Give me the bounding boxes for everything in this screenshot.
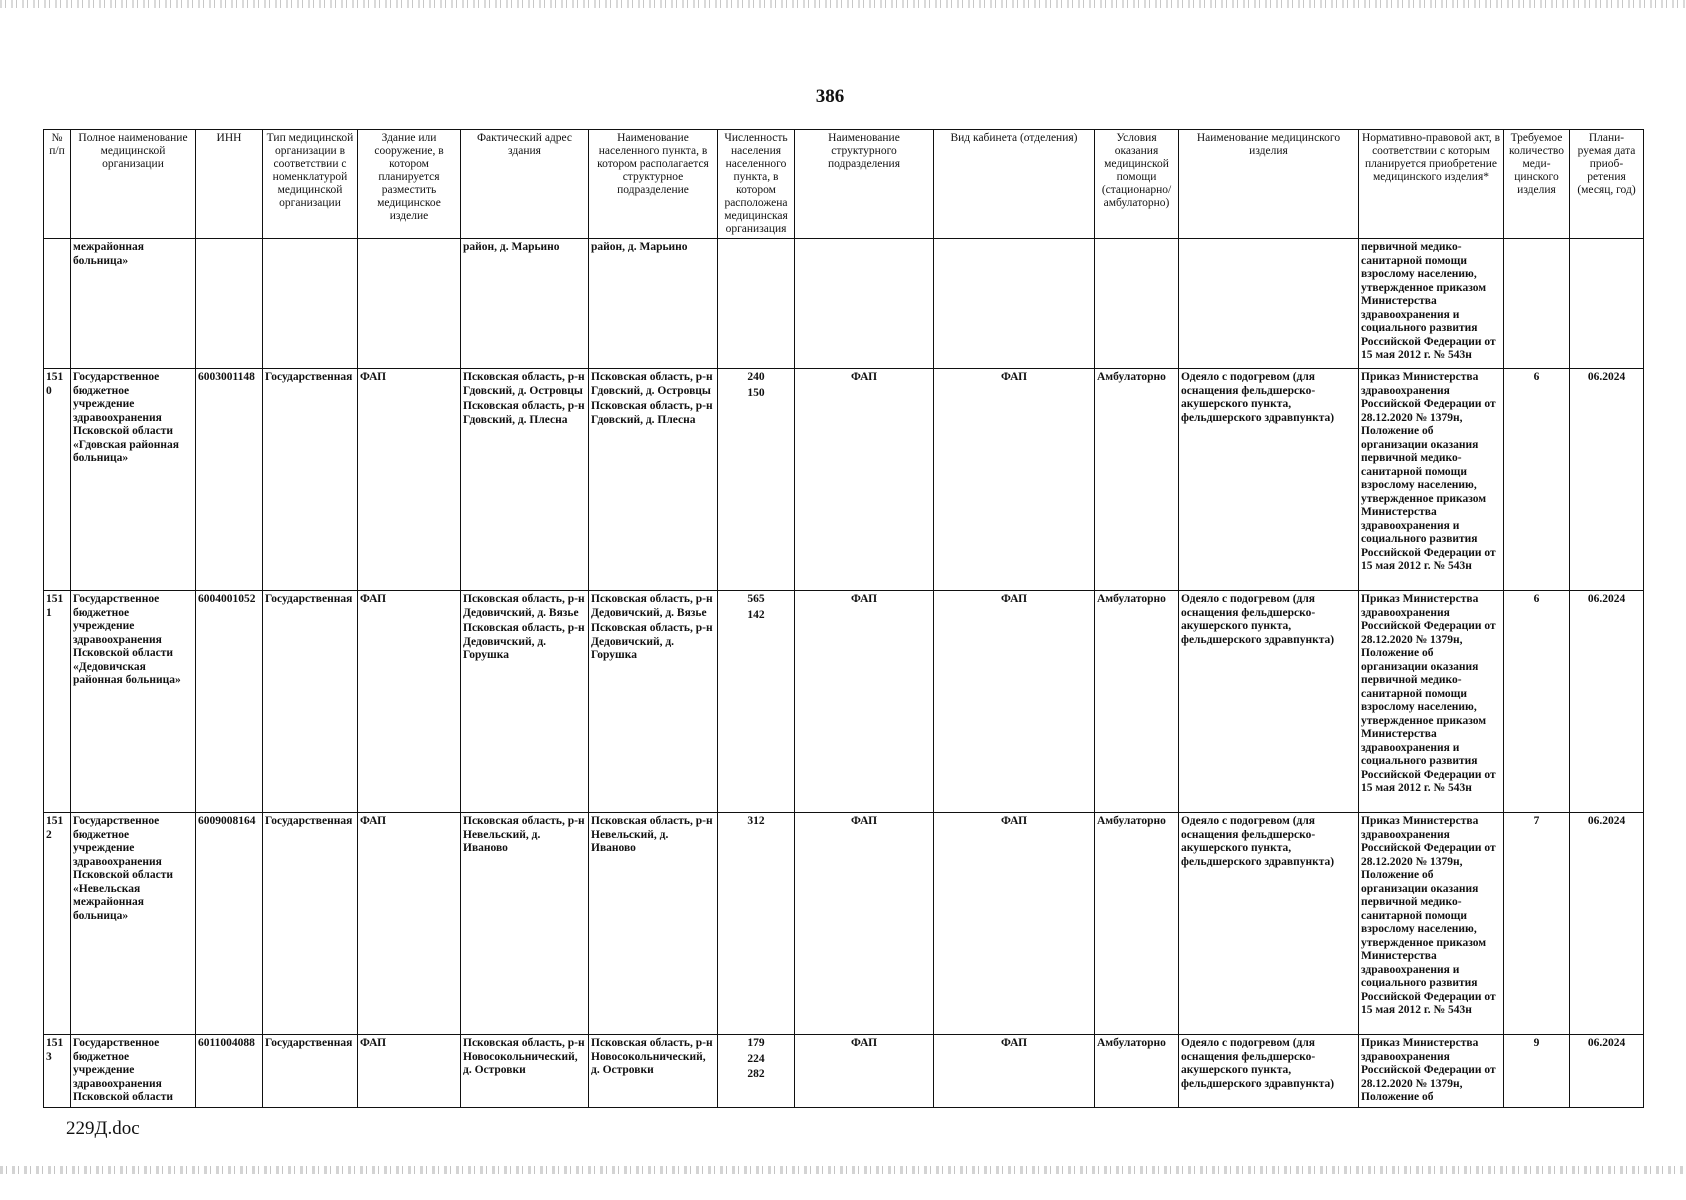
cell-act: первичной медико-санитарной помощи взрослому населению, утвержденное приказом Министерства здравоохранения и социального развития Российской Федерации от 15 мая 2012 г. № 543н xyxy=(1359,239,1504,369)
cell-population xyxy=(718,1035,795,1108)
col-header-org-type: Тип медицинской организации в соответствии с номенклатурой медицинской организации xyxy=(263,130,358,239)
cell-qty: 7 xyxy=(1504,813,1570,1035)
table-row xyxy=(44,1035,1644,1108)
cell-settlement-part: Псковская область, р-н Дедовичский, д. Горушка xyxy=(591,622,713,661)
cell-org-type: Государственная xyxy=(263,1035,358,1108)
cell-building xyxy=(358,239,461,369)
cell-settlement xyxy=(589,369,718,591)
cell-org-name: Государственное бюджетное учреждение здравоохранения Псковской области «Дедовичская районная больница» xyxy=(71,591,196,813)
cell-settlement-part: Псковская область, р-н Гдовский, д. Островцы xyxy=(591,371,713,397)
cell-settlement: район, д. Марьино xyxy=(589,239,718,369)
cell-building: ФАП xyxy=(358,591,461,813)
cell-settlement xyxy=(589,813,718,1035)
cell-population xyxy=(718,239,795,369)
cell-population-part: 142 xyxy=(747,608,765,621)
page-number: 386 xyxy=(815,86,845,107)
col-header-num: № п/п xyxy=(44,130,71,239)
cell-org-type: Государственная xyxy=(263,591,358,813)
cell-settlement-part: Псковская область, р-н Дедовичский, д. Вязье xyxy=(591,593,713,619)
cell-building: ФАП xyxy=(358,1035,461,1108)
cell-settlement xyxy=(589,1035,718,1108)
cell-act: Приказ Министерства здравоохранения Российской Федерации от 28.12.2020 № 1379н, Положение об организации оказания первичной медико-санитарной помощи взрослому населению, утвержденное приказом Министерства здравоохранения и социального развития Российской Федерации от 15 мая 2012 г. № 543н xyxy=(1359,813,1504,1035)
col-header-qty: Требуемое количество меди-цинского изделия xyxy=(1504,130,1570,239)
cell-org-type: Государственная xyxy=(263,813,358,1035)
cell-address: район, д. Марьино xyxy=(461,239,589,369)
cell-settlement-part: Псковская область, р-н Невельский, д. Иваново xyxy=(591,815,713,854)
cell-address-part: Псковская область, р-н Дедовичский, д. Горушка xyxy=(463,622,585,661)
cell-settlement-part: Псковская область, р-н Новосокольнический, д. Островки xyxy=(591,1037,713,1076)
cell-org-name: Государственное бюджетное учреждение здравоохранения Псковской области «Гдовская районная больница» xyxy=(71,369,196,591)
cell-conditions: Амбулаторно xyxy=(1095,369,1179,591)
cell-population-part: 312 xyxy=(747,815,765,827)
col-header-settlement: Наименование населенного пункта, в котором располагается структурное подразделение xyxy=(589,130,718,239)
col-header-population: Численность населения населенного пункта, в котором расположена медицинская организация xyxy=(718,130,795,239)
cell-population xyxy=(718,591,795,813)
equipment-table xyxy=(43,129,1644,1108)
cell-device: Одеяло с подогревом (для оснащения фельдшерско-акушерского пункта, фельдшерского здравпункта) xyxy=(1179,1035,1359,1108)
cell-unit: ФАП xyxy=(795,369,934,591)
cell-act: Приказ Министерства здравоохранения Российской Федерации от 28.12.2020 № 1379н, Положение об организации оказания первичной медико-санитарной помощи взрослому населению, утвержденное приказом Министерства здравоохранения и социального развития Российской Федерации от 15 мая 2012 г. № 543н xyxy=(1359,591,1504,813)
cell-inn: 6004001052 xyxy=(196,591,263,813)
table-row xyxy=(44,591,1644,813)
cell-inn: 6003001148 xyxy=(196,369,263,591)
cell-population-part: 150 xyxy=(747,386,765,399)
cell-act: Приказ Министерства здравоохранения Российской Федерации от 28.12.2020 № 1379н, Положение об xyxy=(1359,1035,1504,1108)
cell-address xyxy=(461,813,589,1035)
cell-num: 1510 xyxy=(44,369,71,591)
cell-cabinet: ФАП xyxy=(934,369,1095,591)
col-header-device: Наименование медицинского изделия xyxy=(1179,130,1359,239)
cell-building: ФАП xyxy=(358,813,461,1035)
cell-device xyxy=(1179,239,1359,369)
cell-qty xyxy=(1504,239,1570,369)
col-header-building: Здание или сооружение, в котором планируется разместить медицинское изделие xyxy=(358,130,461,239)
cell-conditions xyxy=(1095,239,1179,369)
cell-settlement-part: Псковская область, р-н Гдовский, д. Плесна xyxy=(591,400,713,426)
table-row-continuation xyxy=(44,239,1644,369)
cell-cabinet: ФАП xyxy=(934,1035,1095,1108)
col-header-address: Фактический адрес здания xyxy=(461,130,589,239)
cell-qty: 6 xyxy=(1504,369,1570,591)
cell-unit: ФАП xyxy=(795,591,934,813)
cell-population-part: 565 xyxy=(747,593,765,605)
cell-population-part: 224 xyxy=(747,1052,765,1065)
scan-edge-top xyxy=(0,0,1686,8)
cell-org-type xyxy=(263,239,358,369)
cell-unit: ФАП xyxy=(795,1035,934,1108)
cell-device: Одеяло с подогревом (для оснащения фельдшерско-акушерского пункта, фельдшерского здравпункта) xyxy=(1179,813,1359,1035)
cell-inn xyxy=(196,239,263,369)
col-header-cabinet: Вид кабинета (отделения) xyxy=(934,130,1095,239)
cell-org-name: межрайонная больница» xyxy=(71,239,196,369)
cell-date xyxy=(1570,239,1644,369)
cell-address-part: Псковская область, р-н Невельский, д. Иваново xyxy=(463,815,585,854)
col-header-conditions: Условия оказания медицинской помощи (стационарно/ амбулаторно) xyxy=(1095,130,1179,239)
cell-population xyxy=(718,369,795,591)
header-row xyxy=(44,130,1644,239)
col-header-unit: Наименование структурного подразделения xyxy=(795,130,934,239)
cell-num xyxy=(44,239,71,369)
cell-population xyxy=(718,813,795,1035)
col-header-inn: ИНН xyxy=(196,130,263,239)
cell-conditions: Амбулаторно xyxy=(1095,1035,1179,1108)
cell-inn: 6011004088 xyxy=(196,1035,263,1108)
cell-num: 1511 xyxy=(44,591,71,813)
cell-address xyxy=(461,369,589,591)
scan-edge-bottom xyxy=(0,1166,1686,1174)
cell-act: Приказ Министерства здравоохранения Российской Федерации от 28.12.2020 № 1379н, Положение об организации оказания первичной медико-санитарной помощи взрослому населению, утвержденное приказом Министерства здравоохранения и социального развития Российской Федерации от 15 мая 2012 г. № 543н xyxy=(1359,369,1504,591)
cell-unit xyxy=(795,239,934,369)
cell-device: Одеяло с подогревом (для оснащения фельдшерско-акушерского пункта, фельдшерского здравпункта) xyxy=(1179,591,1359,813)
cell-population-part: 240 xyxy=(747,371,765,383)
cell-address xyxy=(461,1035,589,1108)
cell-org-type: Государственная xyxy=(263,369,358,591)
col-header-org-name: Полное наименование медицинской организации xyxy=(71,130,196,239)
cell-address-part: Псковская область, р-н Гдовский, д. Островцы xyxy=(463,371,585,397)
table-row xyxy=(44,813,1644,1035)
cell-org-name: Государственное бюджетное учреждение здравоохранения Псковской области «Невельская межрайонная больница» xyxy=(71,813,196,1035)
cell-conditions: Амбулаторно xyxy=(1095,813,1179,1035)
cell-settlement xyxy=(589,591,718,813)
footer-filename: 229Д.doc xyxy=(66,1118,140,1139)
cell-address xyxy=(461,591,589,813)
cell-date: 06.2024 xyxy=(1570,369,1644,591)
cell-num: 1512 xyxy=(44,813,71,1035)
cell-conditions: Амбулаторно xyxy=(1095,591,1179,813)
cell-date: 06.2024 xyxy=(1570,1035,1644,1108)
cell-cabinet xyxy=(934,239,1095,369)
cell-population-part: 282 xyxy=(747,1068,765,1080)
table-row xyxy=(44,369,1644,591)
cell-address-part: Псковская область, р-н Гдовский, д. Плесна xyxy=(463,400,585,426)
col-header-date: Плани-руемая дата приоб-ретения (месяц, год) xyxy=(1570,130,1644,239)
cell-cabinet: ФАП xyxy=(934,591,1095,813)
cell-building: ФАП xyxy=(358,369,461,591)
cell-num: 1513 xyxy=(44,1035,71,1108)
cell-address-part: Псковская область, р-н Дедовичский, д. Вязье xyxy=(463,593,585,619)
cell-date: 06.2024 xyxy=(1570,591,1644,813)
cell-date: 06.2024 xyxy=(1570,813,1644,1035)
cell-qty: 6 xyxy=(1504,591,1570,813)
cell-org-name: Государственное бюджетное учреждение здравоохранения Псковской области xyxy=(71,1035,196,1108)
cell-device: Одеяло с подогревом (для оснащения фельдшерско-акушерского пункта, фельдшерского здравпункта) xyxy=(1179,369,1359,591)
cell-inn: 6009008164 xyxy=(196,813,263,1035)
col-header-act: Нормативно-правовой акт, в соответствии с которым планируется приобретение медицинского изделия* xyxy=(1359,130,1504,239)
cell-address-part: Псковская область, р-н Новосокольнический, д. Островки xyxy=(463,1037,585,1076)
cell-qty: 9 xyxy=(1504,1035,1570,1108)
cell-population-part: 179 xyxy=(747,1037,765,1049)
cell-cabinet: ФАП xyxy=(934,813,1095,1035)
cell-unit: ФАП xyxy=(795,813,934,1035)
